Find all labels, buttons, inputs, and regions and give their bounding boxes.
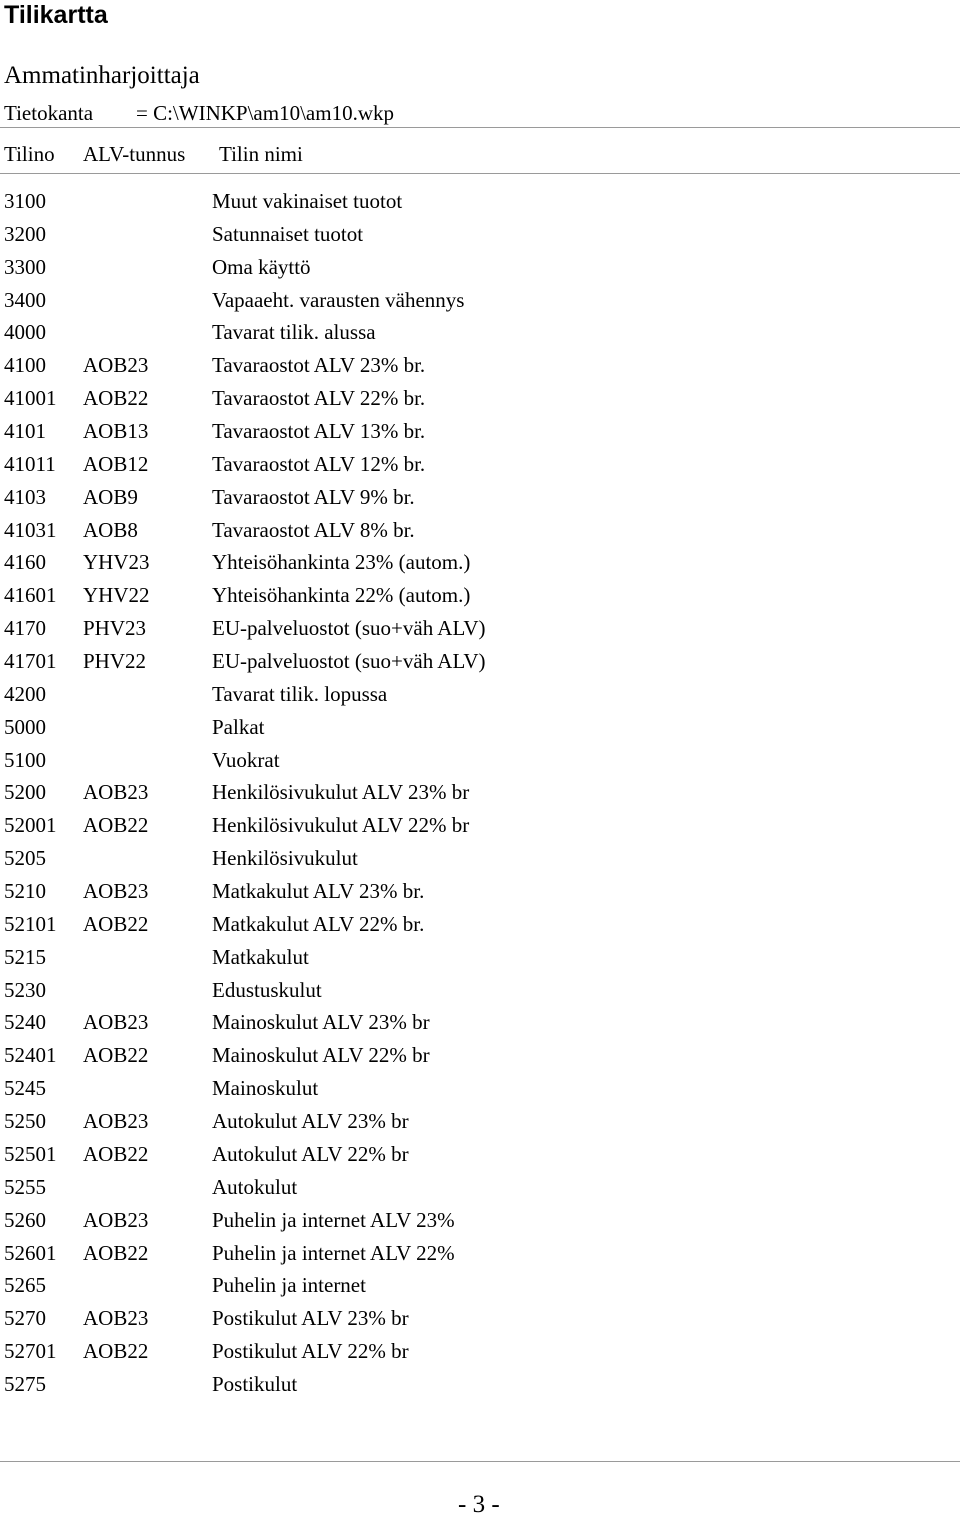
table-row bbox=[4, 579, 954, 612]
vat-code: YHV22 bbox=[83, 583, 150, 608]
table-row bbox=[4, 251, 954, 284]
account-name: Tavaraostot ALV 9% br. bbox=[212, 484, 415, 509]
account-number: 52101 bbox=[4, 911, 57, 936]
account-number: 5000 bbox=[4, 714, 46, 739]
account-number: 52501 bbox=[4, 1141, 57, 1166]
account-name: Matkakulut bbox=[212, 944, 309, 969]
table-row bbox=[4, 612, 954, 645]
table-row bbox=[4, 1237, 954, 1270]
table-row bbox=[4, 941, 954, 974]
account-number: 41001 bbox=[4, 386, 57, 411]
account-name: Mainoskulut ALV 22% br bbox=[212, 1043, 430, 1068]
account-name: EU-palveluostot (suo+väh ALV) bbox=[212, 616, 486, 641]
table-row bbox=[4, 678, 954, 711]
table-row bbox=[4, 1171, 954, 1204]
account-number: 41601 bbox=[4, 583, 57, 608]
vat-code: AOB12 bbox=[83, 451, 149, 476]
table-row bbox=[4, 382, 954, 415]
table-row bbox=[4, 316, 954, 349]
account-name: Postikulut ALV 22% br bbox=[212, 1339, 409, 1364]
account-number: 4170 bbox=[4, 616, 46, 641]
account-name: Autokulut bbox=[212, 1174, 298, 1199]
account-number: 4101 bbox=[4, 419, 46, 444]
vat-code: AOB23 bbox=[83, 1306, 149, 1331]
account-name: Oma käyttö bbox=[212, 254, 311, 279]
table-row bbox=[4, 809, 954, 842]
table-row bbox=[4, 744, 954, 777]
account-name: Henkilösivukulut ALV 23% br bbox=[212, 780, 470, 805]
account-number: 5260 bbox=[4, 1207, 46, 1232]
table-row bbox=[4, 218, 954, 251]
vat-code: AOB23 bbox=[83, 1109, 149, 1134]
account-name: Autokulut ALV 23% br bbox=[212, 1109, 409, 1134]
account-number: 5270 bbox=[4, 1306, 46, 1331]
header-vat-code: ALV-tunnus bbox=[83, 142, 186, 166]
table-row bbox=[4, 415, 954, 448]
table-row bbox=[4, 1039, 954, 1072]
table-row bbox=[4, 448, 954, 481]
account-name: Tavaraostot ALV 12% br. bbox=[212, 451, 426, 476]
account-name: Henkilösivukulut ALV 22% br bbox=[212, 813, 470, 838]
footer-divider bbox=[0, 1461, 960, 1462]
account-number: 5215 bbox=[4, 944, 46, 969]
account-number: 4100 bbox=[4, 353, 46, 378]
account-number: 52401 bbox=[4, 1043, 57, 1068]
account-number: 3400 bbox=[4, 287, 46, 312]
account-number: 3300 bbox=[4, 254, 46, 279]
account-name: Yhteisöhankinta 22% (autom.) bbox=[212, 583, 471, 608]
company-name: Ammatinharjoittaja bbox=[4, 62, 200, 89]
vat-code: AOB22 bbox=[83, 1339, 149, 1364]
account-name: Tavarat tilik. lopussa bbox=[212, 681, 388, 706]
account-number: 5210 bbox=[4, 879, 46, 904]
account-name: Satunnaiset tuotot bbox=[212, 221, 364, 246]
account-name: Postikulut ALV 23% br bbox=[212, 1306, 409, 1331]
account-name: Matkakulut ALV 23% br. bbox=[212, 879, 425, 904]
vat-code: AOB23 bbox=[83, 879, 149, 904]
header-divider-bottom bbox=[0, 173, 960, 174]
table-row bbox=[4, 1269, 954, 1302]
account-number: 5230 bbox=[4, 977, 46, 1002]
account-number: 4200 bbox=[4, 681, 46, 706]
table-row bbox=[4, 349, 954, 382]
account-number: 5250 bbox=[4, 1109, 46, 1134]
account-number: 5100 bbox=[4, 747, 46, 772]
header-divider-top bbox=[0, 127, 960, 128]
account-name: Mainoskulut bbox=[212, 1076, 319, 1101]
account-number: 5200 bbox=[4, 780, 46, 805]
account-number: 3200 bbox=[4, 221, 46, 246]
account-number: 52601 bbox=[4, 1240, 57, 1265]
account-name: Vapaaeht. varausten vähennys bbox=[212, 287, 465, 312]
table-row bbox=[4, 185, 954, 218]
vat-code: AOB9 bbox=[83, 484, 138, 509]
table-row bbox=[4, 1335, 954, 1368]
table-row bbox=[4, 974, 954, 1007]
table-row bbox=[4, 1006, 954, 1039]
table-row bbox=[4, 481, 954, 514]
account-name: Puhelin ja internet bbox=[212, 1273, 366, 1298]
vat-code: YHV23 bbox=[83, 550, 150, 575]
account-name: Matkakulut ALV 22% br. bbox=[212, 911, 425, 936]
table-row bbox=[4, 776, 954, 809]
account-name: Palkat bbox=[212, 714, 265, 739]
account-name: Autokulut ALV 22% br bbox=[212, 1141, 409, 1166]
header-account-no: Tilino bbox=[4, 142, 55, 166]
document-title: Tilikartta bbox=[4, 1, 108, 29]
vat-code: AOB23 bbox=[83, 1207, 149, 1232]
database-label: Tietokanta bbox=[4, 101, 94, 125]
table-row bbox=[4, 875, 954, 908]
account-name: Muut vakinaiset tuotot bbox=[212, 189, 403, 213]
account-number: 41031 bbox=[4, 517, 57, 542]
account-number: 5240 bbox=[4, 1010, 46, 1035]
vat-code: AOB8 bbox=[83, 517, 138, 542]
vat-code: AOB22 bbox=[83, 813, 149, 838]
account-number: 5255 bbox=[4, 1174, 46, 1199]
account-name: Tavaraostot ALV 22% br. bbox=[212, 386, 426, 411]
account-number: 3100 bbox=[4, 189, 46, 213]
account-name: Puhelin ja internet ALV 22% bbox=[212, 1240, 455, 1265]
database-line bbox=[4, 99, 394, 127]
account-number: 4103 bbox=[4, 484, 46, 509]
table-row bbox=[4, 711, 954, 744]
vat-code: AOB23 bbox=[83, 1010, 149, 1035]
account-name: Mainoskulut ALV 23% br bbox=[212, 1010, 430, 1035]
table-row bbox=[4, 1138, 954, 1171]
account-name: EU-palveluostot (suo+väh ALV) bbox=[212, 649, 486, 674]
vat-code: AOB22 bbox=[83, 386, 149, 411]
table-row bbox=[4, 908, 954, 941]
account-number: 41701 bbox=[4, 649, 57, 674]
vat-code: AOB22 bbox=[83, 1141, 149, 1166]
account-name: Tavarat tilik. alussa bbox=[212, 320, 376, 345]
account-name: Edustuskulut bbox=[212, 977, 322, 1002]
table-row bbox=[4, 645, 954, 678]
vat-code: AOB13 bbox=[83, 419, 149, 444]
table-row bbox=[4, 1302, 954, 1335]
vat-code: AOB23 bbox=[83, 353, 149, 378]
vat-code: AOB22 bbox=[83, 1043, 149, 1068]
account-name: Tavaraostot ALV 13% br. bbox=[212, 419, 426, 444]
account-name: Vuokrat bbox=[212, 747, 280, 772]
database-path: = C:\WINKP\am10\am10.wkp bbox=[136, 101, 394, 125]
header-account-name: Tilin nimi bbox=[219, 142, 303, 166]
account-number: 41011 bbox=[4, 451, 56, 476]
account-name: Yhteisöhankinta 23% (autom.) bbox=[212, 550, 471, 575]
table-row bbox=[4, 1105, 954, 1138]
table-row bbox=[4, 1072, 954, 1105]
account-number: 4000 bbox=[4, 320, 46, 345]
account-name: Tavaraostot ALV 8% br. bbox=[212, 517, 415, 542]
vat-code: AOB23 bbox=[83, 780, 149, 805]
vat-code: PHV23 bbox=[83, 616, 147, 641]
table-row bbox=[4, 546, 954, 579]
account-name: Henkilösivukulut bbox=[212, 846, 358, 871]
table-row bbox=[4, 514, 954, 547]
vat-code: AOB22 bbox=[83, 911, 149, 936]
account-number: 5245 bbox=[4, 1076, 46, 1101]
account-number: 4160 bbox=[4, 550, 46, 575]
account-number: 5205 bbox=[4, 846, 46, 871]
account-number: 5275 bbox=[4, 1371, 46, 1396]
account-name: Puhelin ja internet ALV 23% bbox=[212, 1207, 455, 1232]
account-number: 52001 bbox=[4, 813, 57, 838]
account-name: Postikulut bbox=[212, 1371, 298, 1396]
page-number: - 3 - bbox=[458, 1491, 500, 1518]
table-row bbox=[4, 1204, 954, 1237]
table-row bbox=[4, 842, 954, 875]
account-table bbox=[4, 185, 954, 1401]
account-number: 52701 bbox=[4, 1339, 57, 1364]
account-number: 5265 bbox=[4, 1273, 46, 1298]
account-name: Tavaraostot ALV 23% br. bbox=[212, 353, 426, 378]
table-row bbox=[4, 284, 954, 317]
vat-code: PHV22 bbox=[83, 649, 147, 674]
table-row bbox=[4, 1368, 954, 1401]
vat-code: AOB22 bbox=[83, 1240, 149, 1265]
